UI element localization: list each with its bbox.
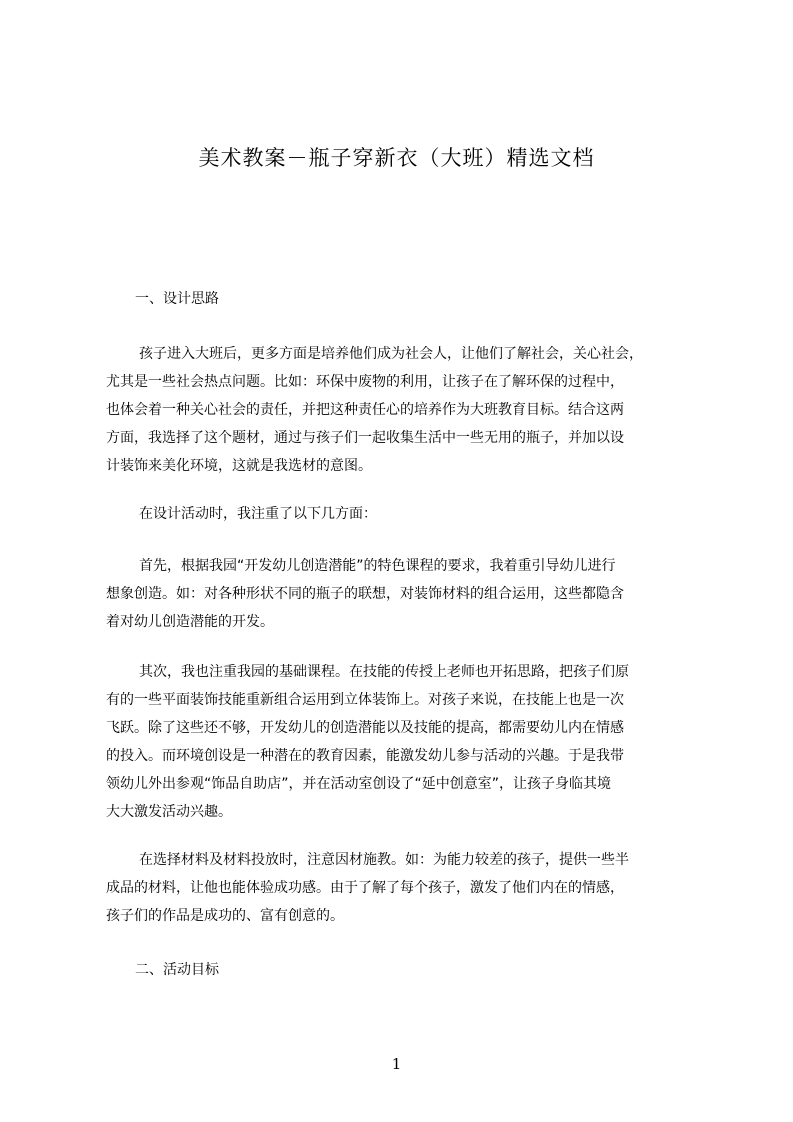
paragraph-second: [106, 658, 712, 826]
paragraph-line: 孩子们的作品是成功的、富有创意的。: [106, 908, 344, 924]
paragraph-design-focus: [106, 500, 712, 528]
paragraph-line: 孩子进入大班后，更多方面是培养他们成为社会人，让他们了解社会，关心社会，: [139, 346, 643, 362]
paragraph-line: 成品的材料，让他也能体验成功感。由于了解了每个孩子，激发了他们内在的情感，: [106, 880, 624, 896]
paragraph-line: 计装饰来美化环境，这就是我选材的意图。: [106, 458, 372, 474]
paragraph-line: 首先，根据我园“开发幼儿创造潜能”的特色课程的要求，我着重引导幼儿进行: [139, 558, 616, 574]
paragraph-line: 其次，我也注重我园的基础课程。在技能的传授上老师也开拓思路，把孩子们原: [139, 664, 629, 680]
section-heading-activity-goals: 二、活动目标: [135, 962, 219, 978]
paragraph-intro: [106, 340, 712, 480]
paragraph-line: 在设计活动时，我注重了以下几方面：: [139, 506, 377, 522]
paragraph-line: 想象创造。如：对各种形状不同的瓶子的联想，对装饰材料的组合运用，这些都隐含: [106, 586, 624, 602]
page-number: 1: [391, 1055, 402, 1073]
paragraph-first: [106, 552, 712, 636]
paragraph-line: 飞跃。除了这些还不够，开发幼儿的创造潜能以及技能的提高，都需要幼儿内在情感: [106, 720, 624, 736]
paragraph-line: 在选择材料及材料投放时，注意因材施教。如：为能力较差的孩子，提供一些半: [139, 852, 629, 868]
paragraph-line: 的投入。而环境创设是一种潜在的教育因素，能激发幼儿参与活动的兴趣。于是我带: [106, 748, 624, 764]
paragraph-line: 也体会着一种关心社会的责任，并把这种责任心的培养作为大班教育目标。结合这两: [106, 402, 624, 418]
paragraph-line: 大大激发活动兴趣。: [106, 804, 232, 820]
paragraph-line: 方面，我选择了这个题材，通过与孩子们一起收集生活中一些无用的瓶子，并加以设: [106, 430, 624, 446]
document-title: 美术教案－瓶子穿新衣（大班）精选文档: [198, 146, 595, 170]
paragraph-line: 着对幼儿创造潜能的开发。: [106, 614, 274, 630]
paragraph-line: 有的一些平面装饰技能重新组合运用到立体装饰上。对孩子来说，在技能上也是一次: [106, 692, 624, 708]
paragraph-line: 领幼儿外出参观“饰品自助店”，并在活动室创设了“延中创意室”，让孩子身临其境: [106, 776, 612, 792]
paragraph-materials: [106, 846, 712, 930]
section-heading-design-ideas: 一、设计思路: [135, 291, 219, 307]
paragraph-line: 尤其是一些社会热点问题。比如：环保中废物的利用，让孩子在了解环保的过程中，: [106, 374, 624, 390]
